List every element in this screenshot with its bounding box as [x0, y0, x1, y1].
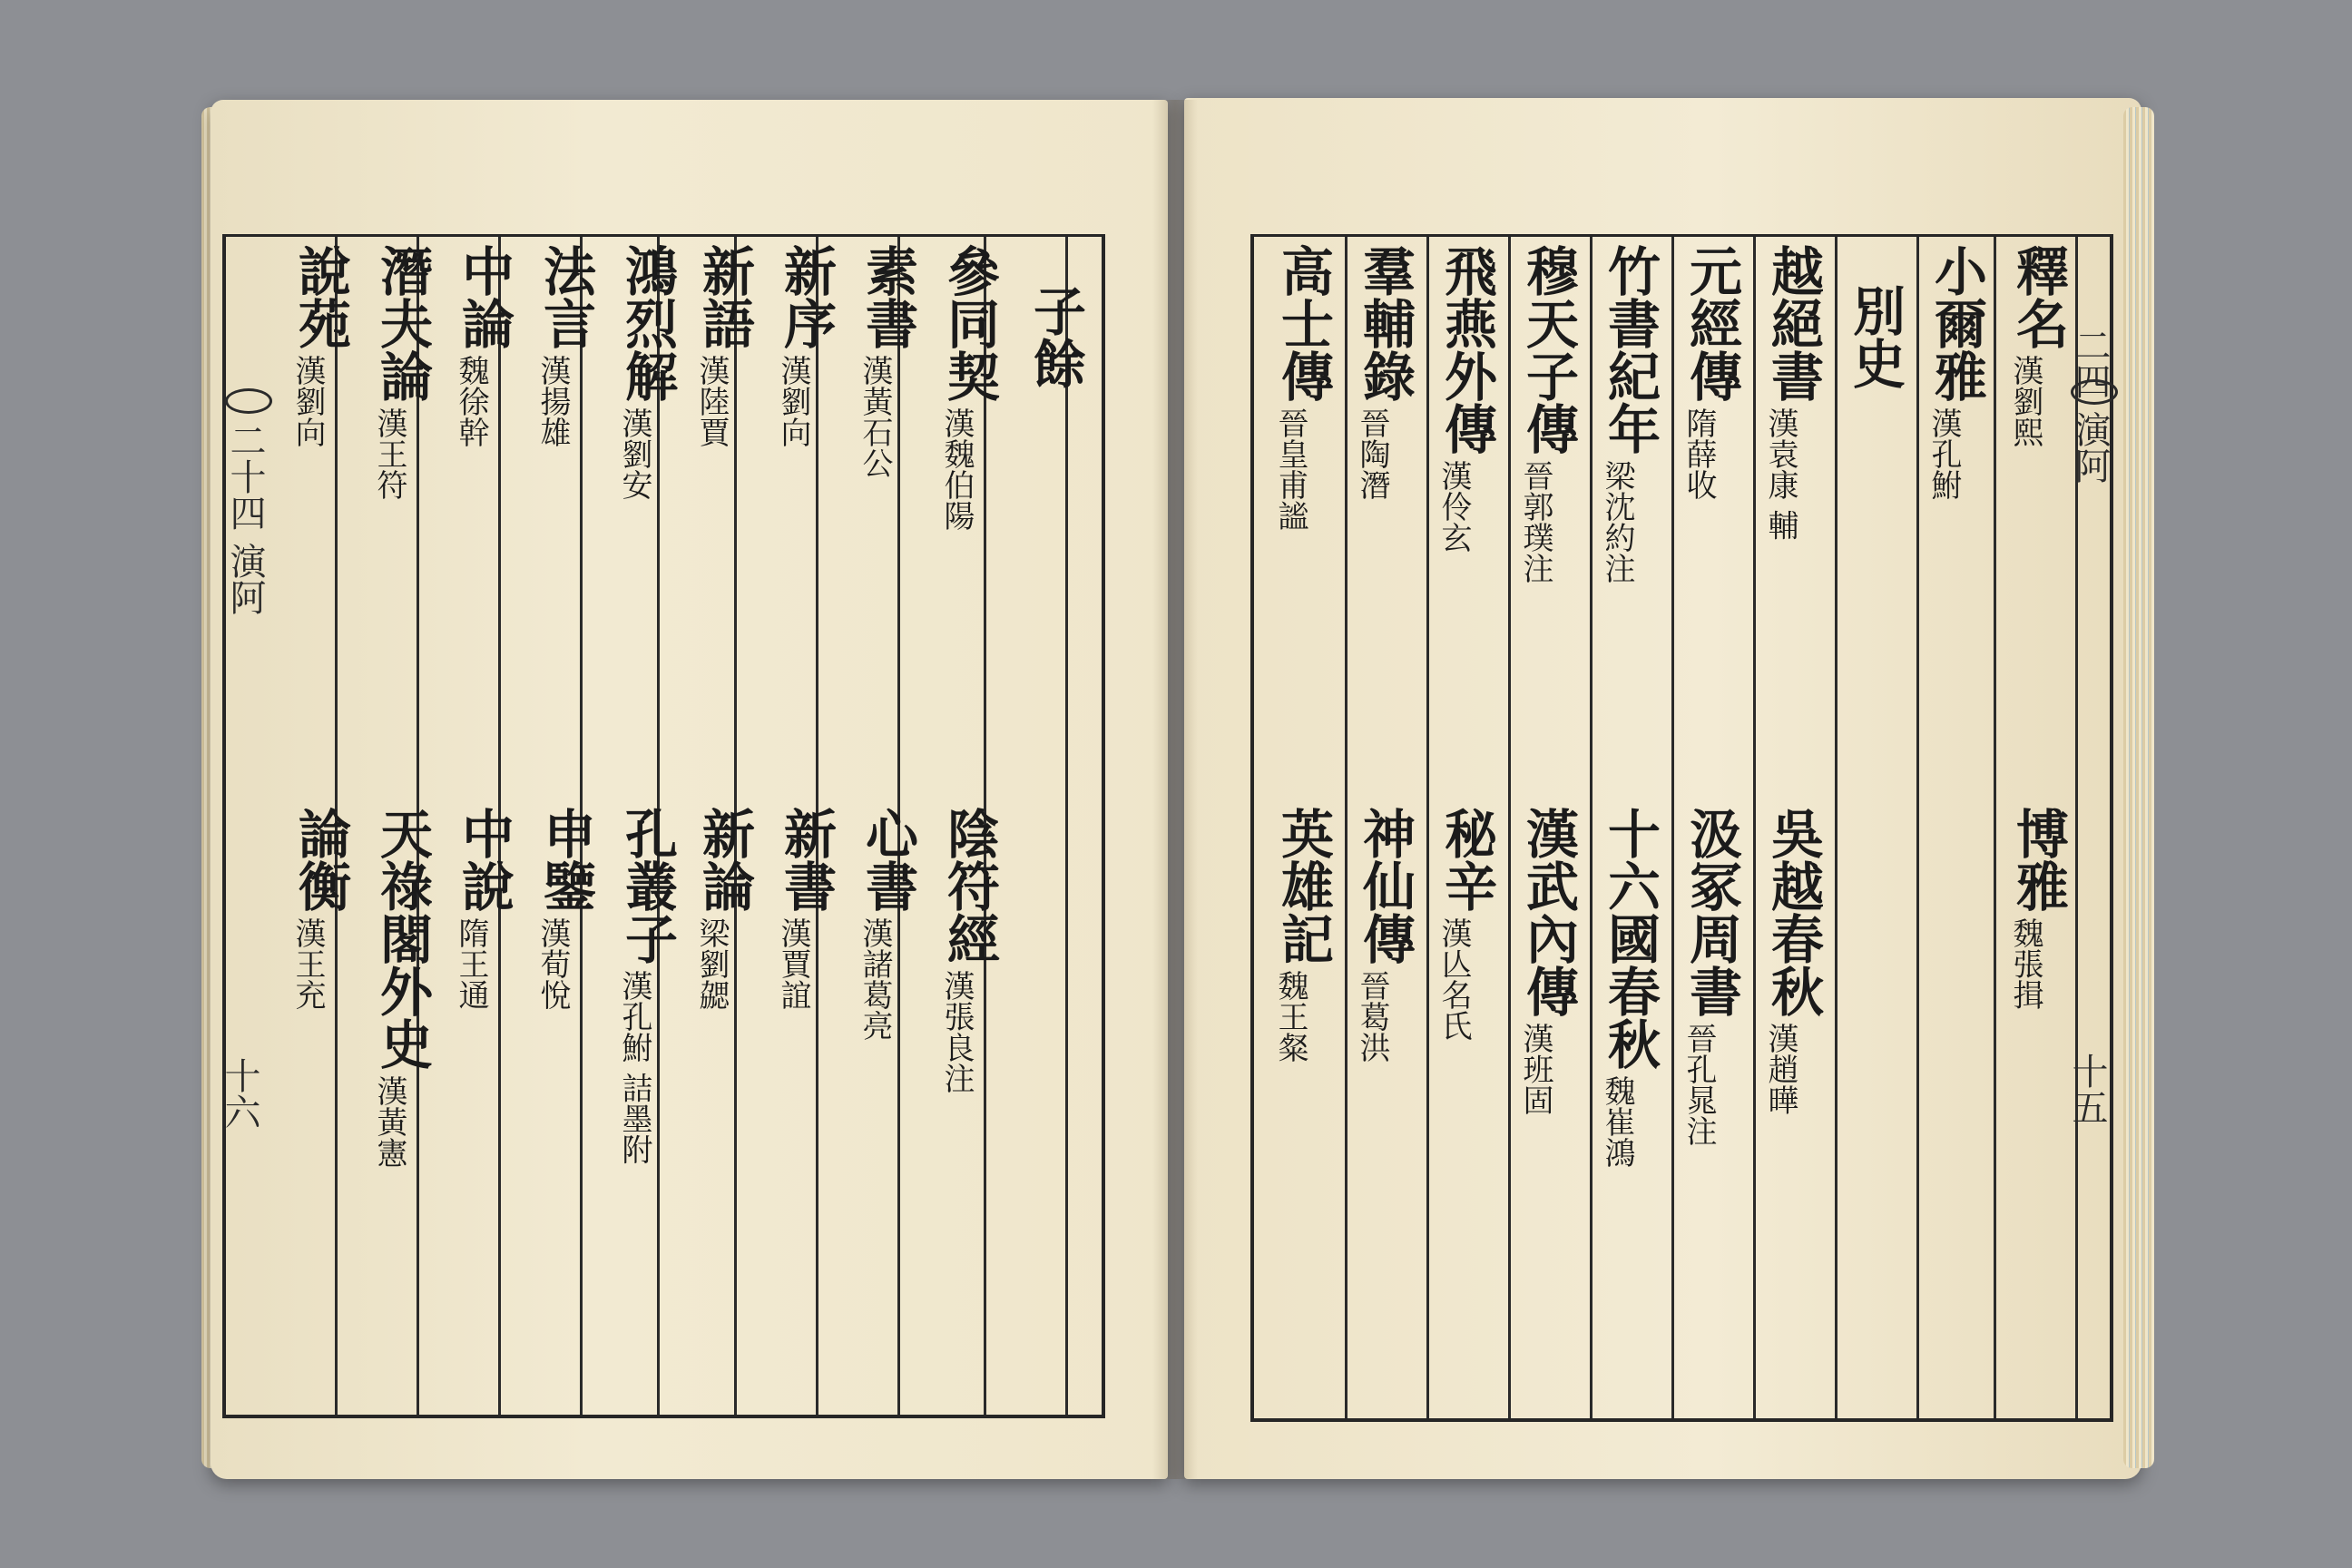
- book-author: 漢劉安: [616, 407, 652, 500]
- text-column: [857, 244, 927, 1041]
- lower-entry: [1436, 807, 1506, 1041]
- book-title: 飛燕外傳: [1436, 244, 1497, 455]
- book-title: 十六國春秋: [1599, 807, 1661, 1070]
- book-author: 漢班固: [1517, 1023, 1553, 1115]
- right-folio-top: 二四 演阿: [2069, 327, 2111, 484]
- book-author: 漢孔鮒: [1926, 407, 1962, 500]
- book-title: 漢武內傳: [1517, 807, 1579, 1017]
- book-title: 小爾雅: [1926, 244, 1987, 402]
- book-title: 鴻烈解: [616, 244, 678, 402]
- text-column: [1844, 244, 1915, 389]
- lower-entry: [1354, 807, 1425, 1063]
- book-title: 說苑: [289, 244, 351, 349]
- text-column: [1354, 244, 1425, 1063]
- text-column: [453, 244, 524, 1010]
- book-author: 漢揚雄: [534, 355, 571, 447]
- left-folio-number: 十六: [219, 1057, 260, 1130]
- book-author: 漢亾名氏: [1436, 917, 1472, 1041]
- book-title: 新書: [775, 807, 837, 912]
- left-folio-top: 二十四 演阿: [224, 422, 266, 615]
- book-title: 潛夫論: [371, 244, 433, 402]
- text-column: [371, 244, 442, 1168]
- right-page-edge: [2123, 107, 2154, 1468]
- book-title: 吳越春秋: [1762, 807, 1824, 1017]
- lower-entry: [616, 807, 687, 1165]
- book-author: 魏崔鴻: [1599, 1075, 1635, 1168]
- lower-entry: [534, 807, 605, 1010]
- book-author: 漢賈誼: [775, 917, 811, 1010]
- book-author: 魏徐幹: [453, 355, 489, 447]
- book-author: 隋王通: [453, 917, 489, 1010]
- text-column: [775, 244, 846, 1010]
- section-heading: 別史: [1844, 284, 1906, 389]
- text-column: [2007, 244, 2078, 1010]
- lower-entry: [693, 807, 764, 1010]
- book-author: 梁沈約注: [1599, 460, 1635, 583]
- lower-entry: [289, 807, 360, 1010]
- text-column: [1024, 244, 1095, 389]
- book-title: 竹書紀年: [1599, 244, 1661, 455]
- book-author: 隋薛收: [1681, 407, 1717, 500]
- column-rule: [1835, 237, 1838, 1418]
- book-author: 漢諸葛亮: [857, 917, 893, 1041]
- book-author: 魏張揖: [2007, 917, 2043, 1010]
- gutter: [1152, 100, 1198, 1479]
- book-author: 漢張良注: [938, 970, 975, 1093]
- book-author: 晉孔晁注: [1681, 1023, 1717, 1146]
- book-title: 新論: [693, 807, 755, 912]
- book-author: 漢王充: [289, 917, 326, 1010]
- book-author: 漢孔鮒 詰墨附: [616, 970, 652, 1165]
- book-author: 漢伶玄: [1436, 460, 1472, 553]
- book-author: 漢趙曄: [1762, 1023, 1798, 1115]
- book-title: 新語: [693, 244, 755, 349]
- book-title: 心書: [857, 807, 918, 912]
- book-author: 漢荀悅: [534, 917, 571, 1010]
- book-title: 陰符經: [938, 807, 1000, 965]
- lower-entry: [453, 807, 524, 1010]
- lower-entry: [2007, 807, 2078, 1010]
- book-title: 申鑒: [534, 807, 596, 912]
- book-title: 秘辛: [1436, 807, 1497, 912]
- book-author: 魏王粲: [1272, 970, 1308, 1063]
- lower-entry: [1762, 807, 1833, 1115]
- column-rule: [1426, 237, 1429, 1418]
- lower-entry: [1517, 807, 1588, 1115]
- book-title: 博雅: [2007, 807, 2069, 912]
- book-title: 高士傳: [1272, 244, 1334, 402]
- book-author: 漢黃石公: [857, 355, 893, 478]
- lower-entry: [857, 807, 927, 1041]
- lower-entry: [1272, 807, 1343, 1063]
- right-text-frame: [1250, 234, 2113, 1422]
- book-title: 論衡: [289, 807, 351, 912]
- text-column: [1762, 244, 1833, 1115]
- book-title: 中說: [453, 807, 514, 912]
- text-column: [1681, 244, 1751, 1146]
- book-author: 漢陸賈: [693, 355, 730, 447]
- text-column: [616, 244, 687, 1165]
- left-text-frame: [219, 234, 1105, 1418]
- book-title: 穆天子傳: [1517, 244, 1579, 455]
- book-title: 英雄記: [1272, 807, 1334, 965]
- column-rule: [1916, 237, 1919, 1418]
- book-title: 中論: [453, 244, 514, 349]
- book-author: 晉葛洪: [1354, 970, 1390, 1063]
- book-author: 漢劉熙: [2007, 355, 2043, 447]
- book-title: 法言: [534, 244, 596, 349]
- fishtail-mark: [225, 388, 272, 414]
- book-title: 越絕書: [1762, 244, 1824, 402]
- column-rule: [1508, 237, 1511, 1418]
- book-title: 釋名: [2007, 244, 2069, 349]
- text-column: [1517, 244, 1588, 1115]
- lower-entry: [775, 807, 846, 1010]
- column-rule: [1065, 237, 1068, 1415]
- lower-entry: [938, 807, 1009, 1093]
- book-title: 孔叢子: [616, 807, 678, 965]
- text-column: [1599, 244, 1670, 1168]
- book-author: 漢劉向: [775, 355, 811, 447]
- text-column: [693, 244, 764, 1010]
- book-title: 天祿閣外史: [371, 807, 433, 1070]
- text-column: [1926, 244, 1996, 500]
- book-author: 漢袁康 輔: [1762, 407, 1798, 541]
- column-rule: [1590, 237, 1592, 1418]
- section-heading: 子餘: [1024, 284, 1086, 389]
- book-title: 參同契: [938, 244, 1000, 402]
- book-author: 晉皇甫謐: [1272, 407, 1308, 531]
- book-title: 汲冢周書: [1681, 807, 1742, 1017]
- lower-entry: [371, 807, 442, 1168]
- book-title: 素書: [857, 244, 918, 349]
- book-author: 漢王符: [371, 407, 407, 500]
- book-author: 梁劉勰: [693, 917, 730, 1010]
- text-column: [534, 244, 605, 1010]
- column-rule: [1753, 237, 1756, 1418]
- book-title: 神仙傳: [1354, 807, 1416, 965]
- right-folio-number: 十五: [2066, 1053, 2108, 1125]
- book-author: 晉郭璞注: [1517, 460, 1553, 583]
- text-column: [289, 244, 360, 1010]
- book-title: 新序: [775, 244, 837, 349]
- book-author: 漢劉向: [289, 355, 326, 447]
- book-title: 羣輔錄: [1354, 244, 1416, 402]
- text-column: [1272, 244, 1343, 1063]
- book-author: 漢黃憲: [371, 1075, 407, 1168]
- lower-entry: [1599, 807, 1670, 1168]
- text-column: [1436, 244, 1506, 1041]
- text-column: [938, 244, 1009, 1093]
- column-rule: [1345, 237, 1348, 1418]
- column-rule: [1671, 237, 1674, 1418]
- lower-entry: [1681, 807, 1751, 1146]
- book-author: 晉陶潛: [1354, 407, 1390, 500]
- book-author: 漢魏伯陽: [938, 407, 975, 531]
- book-title: 元經傳: [1681, 244, 1742, 402]
